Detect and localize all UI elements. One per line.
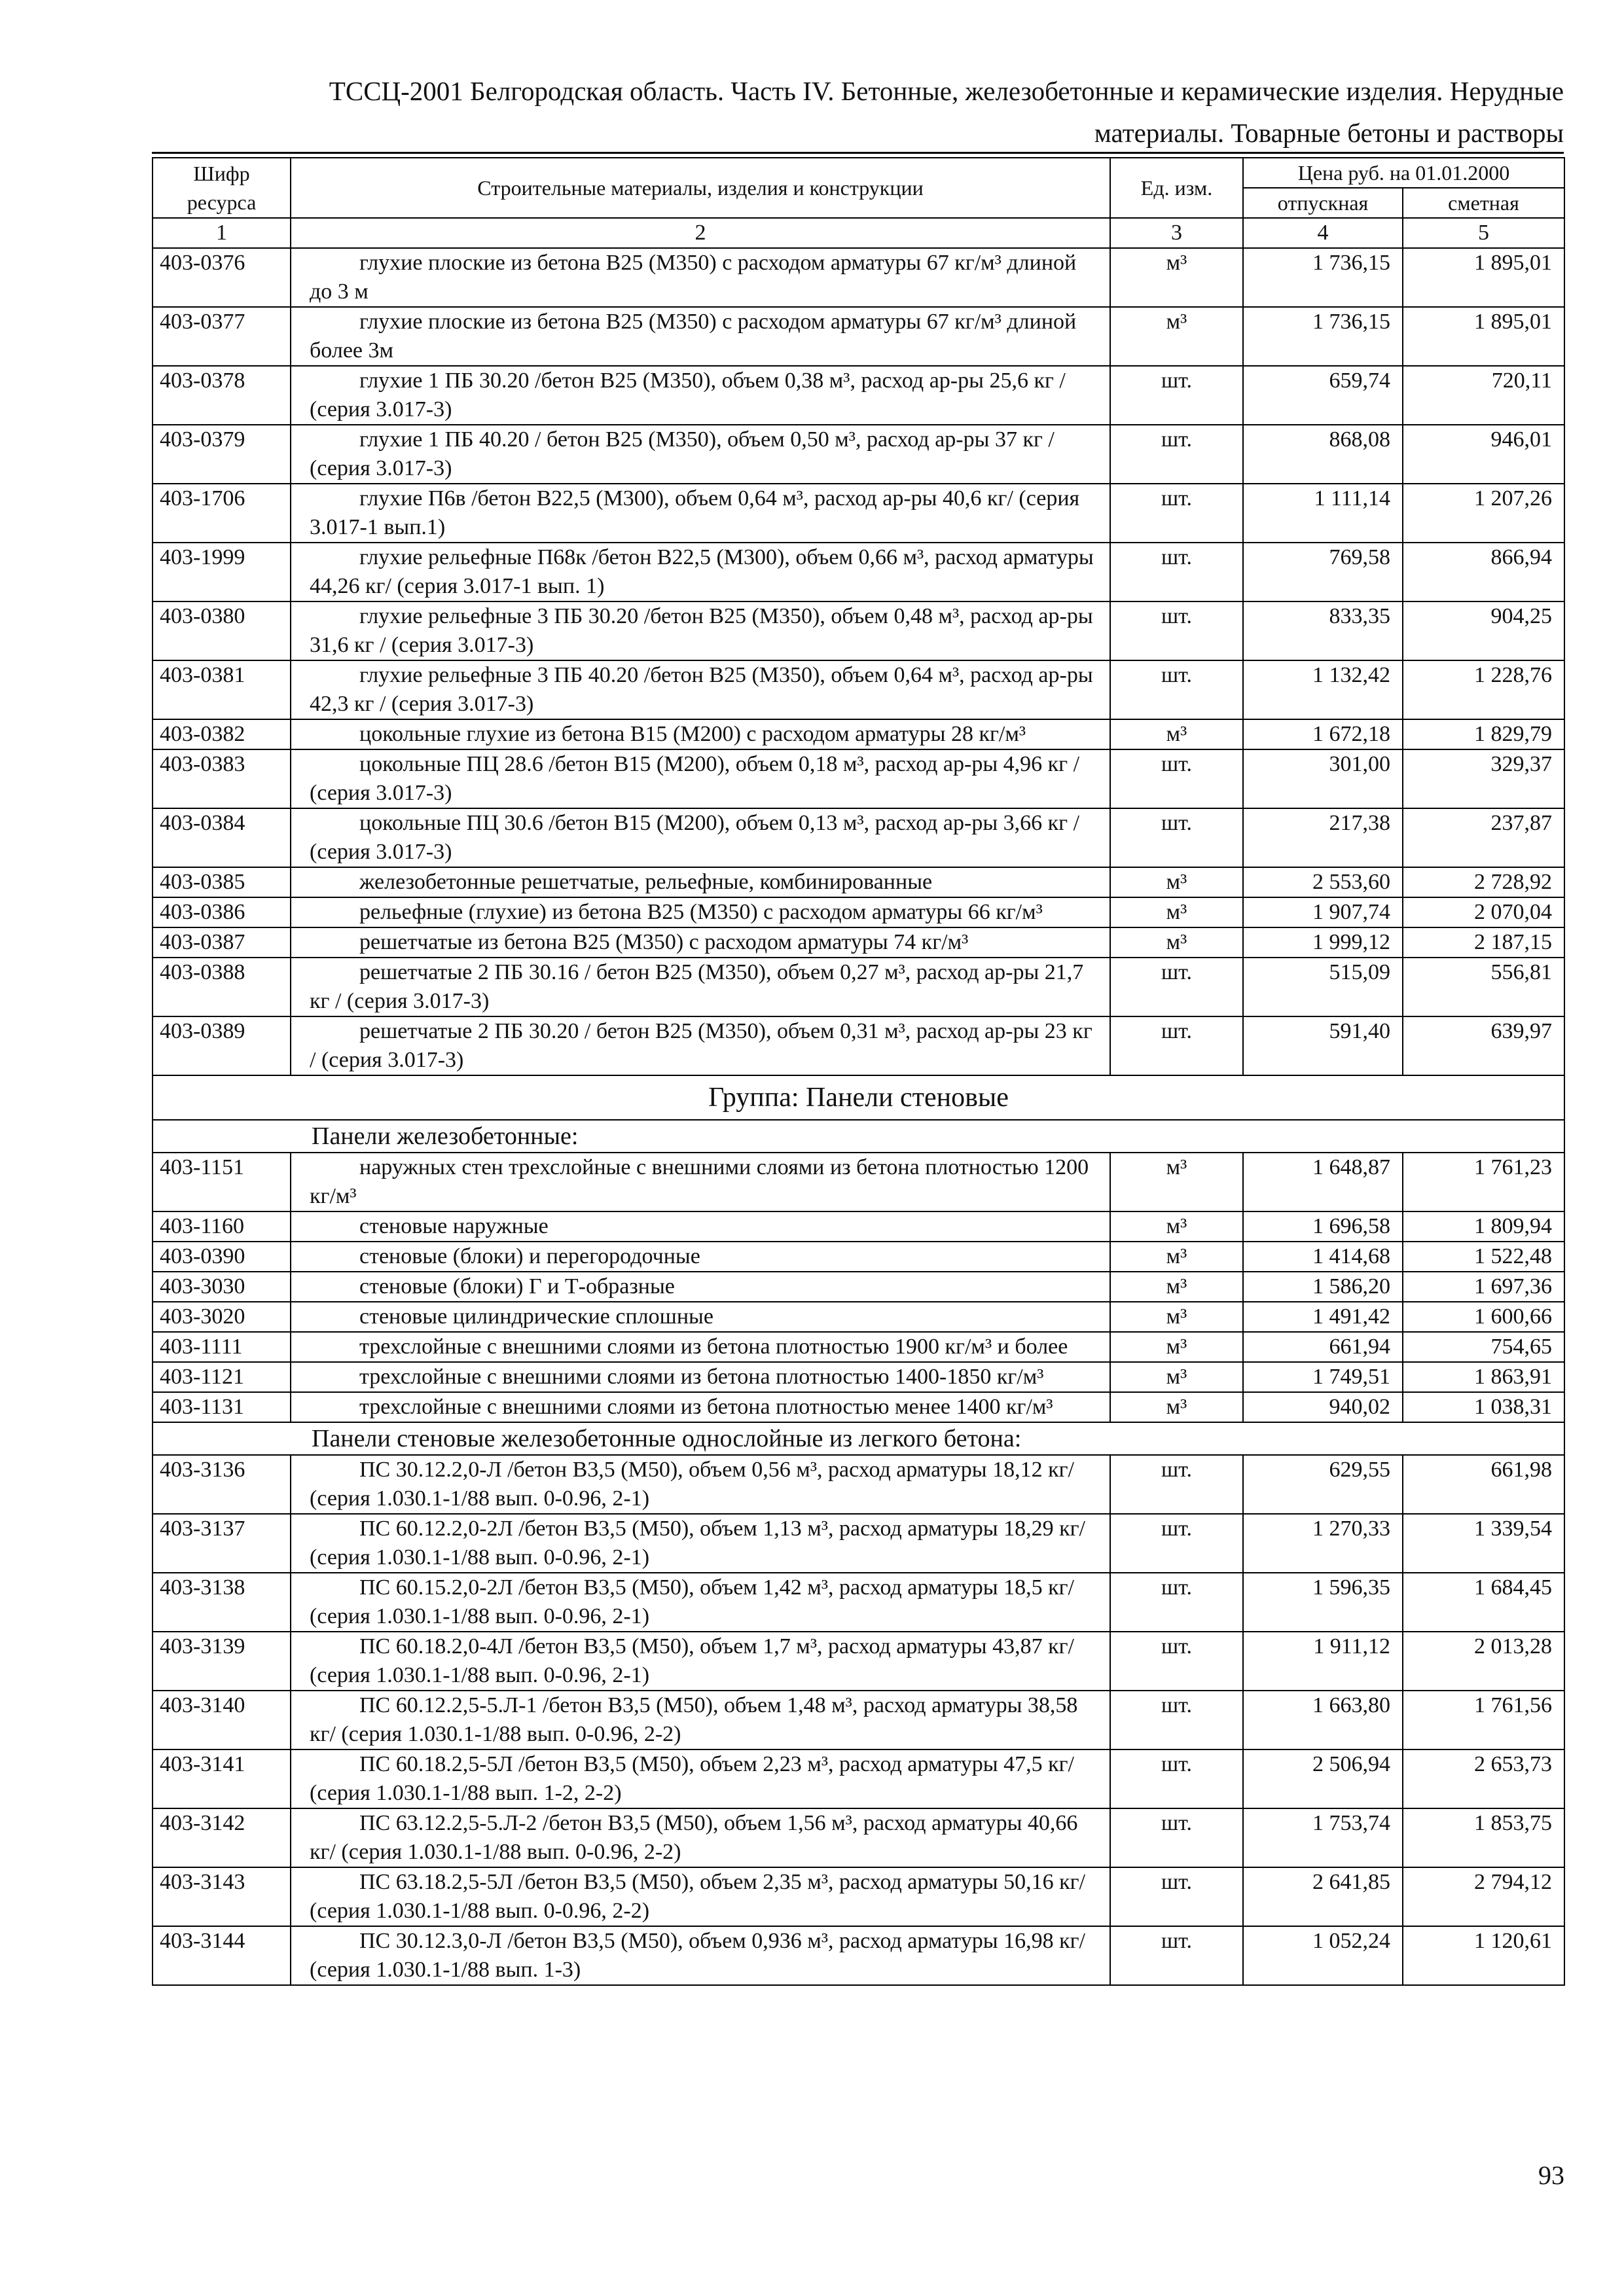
resource-code: 403-0383 <box>153 749 291 808</box>
estimate-price: 1 895,01 <box>1403 307 1564 366</box>
header-code: Шифр ресурса <box>153 158 291 218</box>
table-header <box>153 158 1564 248</box>
table-row <box>153 425 1564 484</box>
material-name: глухие П6в /бетон В22,5 (М300), объем 0,64 м³, расход ар-ры 40,6 кг/ (серия 3.017-1 вып.1) <box>291 484 1110 543</box>
unit-of-measure: шт. <box>1110 1016 1243 1075</box>
resource-code: 403-0390 <box>153 1242 291 1272</box>
table-row <box>153 1691 1564 1749</box>
resource-code: 403-0380 <box>153 601 291 660</box>
header-estimate-price: сметная <box>1403 188 1564 218</box>
header-price: Цена руб. на 01.01.2000 <box>1243 158 1564 188</box>
resource-code: 403-0376 <box>153 248 291 307</box>
resource-code: 403-0384 <box>153 808 291 867</box>
estimate-price: 1 697,36 <box>1403 1272 1564 1302</box>
material-name: решетчатые из бетона В25 (М350) с расходом арматуры 74 кг/м³ <box>291 927 1110 958</box>
release-price: 1 414,68 <box>1243 1242 1403 1272</box>
table-row <box>153 660 1564 719</box>
release-price: 1 586,20 <box>1243 1272 1403 1302</box>
page-number: 93 <box>1538 2161 1564 2190</box>
table-row <box>153 484 1564 543</box>
unit-of-measure: м³ <box>1110 1392 1243 1422</box>
unit-of-measure: шт. <box>1110 958 1243 1016</box>
estimate-price: 1 853,75 <box>1403 1808 1564 1867</box>
resource-code: 403-1151 <box>153 1153 291 1211</box>
unit-of-measure: м³ <box>1110 927 1243 958</box>
estimate-price: 2 187,15 <box>1403 927 1564 958</box>
estimate-price: 904,25 <box>1403 601 1564 660</box>
unit-of-measure: шт. <box>1110 1749 1243 1808</box>
release-price: 1 270,33 <box>1243 1514 1403 1573</box>
resource-code: 403-3138 <box>153 1573 291 1632</box>
unit-of-measure: м³ <box>1110 1332 1243 1362</box>
material-name: ПС 30.12.2,0-Л /бетон В3,5 (М50), объем 0,56 м³, расход арматуры 18,12 кг/ (серия 1.030.1-1/88 вып. 0-0.96, 2-1) <box>291 1455 1110 1514</box>
unit-of-measure: шт. <box>1110 1514 1243 1573</box>
column-number: 1 <box>153 218 291 248</box>
release-price: 1 907,74 <box>1243 897 1403 927</box>
release-price: 833,35 <box>1243 601 1403 660</box>
estimate-price: 1 038,31 <box>1403 1392 1564 1422</box>
table-row <box>153 601 1564 660</box>
table-row <box>153 1362 1564 1392</box>
release-price: 217,38 <box>1243 808 1403 867</box>
column-number: 4 <box>1243 218 1403 248</box>
header-release-price: отпускная <box>1243 188 1403 218</box>
table-row <box>153 719 1564 749</box>
material-name: трехслойные с внешними слоями из бетона плотностью 1400-1850 кг/м³ <box>291 1362 1110 1392</box>
material-name: глухие 1 ПБ 30.20 /бетон В25 (М350), объем 0,38 м³, расход ар-ры 25,6 кг / (серия 3.017-3) <box>291 366 1110 425</box>
material-name: глухие рельефные П68к /бетон В22,5 (М300), объем 0,66 м³, расход арматуры 44,26 кг/ (серия 3.017-1 вып. 1) <box>291 543 1110 601</box>
release-price: 301,00 <box>1243 749 1403 808</box>
resource-code: 403-3139 <box>153 1632 291 1691</box>
release-price: 1 736,15 <box>1243 248 1403 307</box>
subgroup-row <box>153 1422 1564 1455</box>
column-number: 3 <box>1110 218 1243 248</box>
resource-code: 403-3020 <box>153 1302 291 1332</box>
table-row <box>153 1302 1564 1332</box>
column-number-row <box>153 218 1564 248</box>
release-price: 1 648,87 <box>1243 1153 1403 1211</box>
material-name: решетчатые 2 ПБ 30.20 / бетон В25 (М350), объем 0,31 м³, расход ар-ры 23 кг / (серия 3.017-3) <box>291 1016 1110 1075</box>
release-price: 591,40 <box>1243 1016 1403 1075</box>
unit-of-measure: шт. <box>1110 749 1243 808</box>
unit-of-measure: шт. <box>1110 1926 1243 1985</box>
unit-of-measure: шт. <box>1110 484 1243 543</box>
material-name: ПС 30.12.3,0-Л /бетон В3,5 (М50), объем 0,936 м³, расход арматуры 16,98 кг/ (серия 1.030.1-1/88 вып. 1-3) <box>291 1926 1110 1985</box>
resource-code: 403-1160 <box>153 1211 291 1242</box>
material-name: стеновые (блоки) и перегородочные <box>291 1242 1110 1272</box>
column-number: 2 <box>291 218 1110 248</box>
resource-code: 403-1706 <box>153 484 291 543</box>
resource-code: 403-3143 <box>153 1867 291 1926</box>
release-price: 661,94 <box>1243 1332 1403 1362</box>
resource-code: 403-0378 <box>153 366 291 425</box>
estimate-price: 2 070,04 <box>1403 897 1564 927</box>
material-name: наружных стен трехслойные с внешними слоями из бетона плотностью 1200 кг/м³ <box>291 1153 1110 1211</box>
release-price: 1 911,12 <box>1243 1632 1403 1691</box>
resource-code: 403-0386 <box>153 897 291 927</box>
release-price: 515,09 <box>1243 958 1403 1016</box>
unit-of-measure: шт. <box>1110 366 1243 425</box>
group-row <box>153 1075 1564 1120</box>
release-price: 2 506,94 <box>1243 1749 1403 1808</box>
unit-of-measure: шт. <box>1110 1808 1243 1867</box>
material-name: стеновые цилиндрические сплошные <box>291 1302 1110 1332</box>
header-line-2: материалы. Товарные бетоны и растворы <box>1094 118 1564 148</box>
table-row <box>153 543 1564 601</box>
estimate-price: 1 522,48 <box>1403 1242 1564 1272</box>
resource-code: 403-0381 <box>153 660 291 719</box>
estimate-price: 946,01 <box>1403 425 1564 484</box>
material-name: цокольные ПЦ 28.6 /бетон В15 (М200), объем 0,18 м³, расход ар-ры 4,96 кг / (серия 3.017-3) <box>291 749 1110 808</box>
estimate-price: 1 895,01 <box>1403 248 1564 307</box>
table-row <box>153 1016 1564 1075</box>
material-name: глухие 1 ПБ 40.20 / бетон В25 (М350), объем 0,50 м³, расход ар-ры 37 кг / (серия 3.017-3) <box>291 425 1110 484</box>
release-price: 1 491,42 <box>1243 1302 1403 1332</box>
price-table <box>152 157 1565 1986</box>
material-name: цокольные глухие из бетона В15 (М200) с расходом арматуры 28 кг/м³ <box>291 719 1110 749</box>
resource-code: 403-1121 <box>153 1362 291 1392</box>
resource-code: 403-3136 <box>153 1455 291 1514</box>
unit-of-measure: м³ <box>1110 1153 1243 1211</box>
material-name: ПС 60.12.2,0-2Л /бетон В3,5 (М50), объем 1,13 м³, расход арматуры 18,29 кг/ (серия 1.030.1-1/88 вып. 0-0.96, 2-1) <box>291 1514 1110 1573</box>
resource-code: 403-3137 <box>153 1514 291 1573</box>
resource-code: 403-0389 <box>153 1016 291 1075</box>
unit-of-measure: м³ <box>1110 719 1243 749</box>
release-price: 1 749,51 <box>1243 1362 1403 1392</box>
release-price: 659,74 <box>1243 366 1403 425</box>
resource-code: 403-3144 <box>153 1926 291 1985</box>
material-name: трехслойные с внешними слоями из бетона плотностью менее 1400 кг/м³ <box>291 1392 1110 1422</box>
resource-code: 403-0387 <box>153 927 291 958</box>
estimate-price: 1 228,76 <box>1403 660 1564 719</box>
material-name: трехслойные с внешними слоями из бетона плотностью 1900 кг/м³ и более <box>291 1332 1110 1362</box>
page-header <box>152 71 1564 154</box>
table-row <box>153 958 1564 1016</box>
table-body-b <box>153 1153 1564 1422</box>
unit-of-measure: шт. <box>1110 1632 1243 1691</box>
estimate-price: 2 794,12 <box>1403 1867 1564 1926</box>
material-name: цокольные ПЦ 30.6 /бетон В15 (М200), объем 0,13 м³, расход ар-ры 3,66 кг / (серия 3.017-3) <box>291 808 1110 867</box>
table-row <box>153 749 1564 808</box>
unit-of-measure: м³ <box>1110 1242 1243 1272</box>
table-row <box>153 248 1564 307</box>
material-name: стеновые (блоки) Г и Т-образные <box>291 1272 1110 1302</box>
estimate-price: 720,11 <box>1403 366 1564 425</box>
table-row <box>153 307 1564 366</box>
table-body-c <box>153 1455 1564 1985</box>
release-price: 1 052,24 <box>1243 1926 1403 1985</box>
unit-of-measure: шт. <box>1110 1691 1243 1749</box>
table-row <box>153 1573 1564 1632</box>
resource-code: 403-1111 <box>153 1332 291 1362</box>
release-price: 1 999,12 <box>1243 927 1403 958</box>
estimate-price: 1 120,61 <box>1403 1926 1564 1985</box>
table-row <box>153 897 1564 927</box>
table-row <box>153 1272 1564 1302</box>
table-row <box>153 1808 1564 1867</box>
subgroup-row <box>153 1120 1564 1153</box>
material-name: ПС 60.12.2,5-5.Л-1 /бетон В3,5 (М50), объем 1,48 м³, расход арматуры 38,58 кг/ (серия 1.030.1-1/88 вып. 0-0.96, 2-2) <box>291 1691 1110 1749</box>
header-unit: Ед. изм. <box>1110 158 1243 218</box>
resource-code: 403-3141 <box>153 1749 291 1808</box>
estimate-price: 1 761,56 <box>1403 1691 1564 1749</box>
subgroup-section <box>153 1422 1564 1455</box>
table-row <box>153 1926 1564 1985</box>
release-price: 1 132,42 <box>1243 660 1403 719</box>
release-price: 1 672,18 <box>1243 719 1403 749</box>
estimate-price: 1 684,45 <box>1403 1573 1564 1632</box>
estimate-price: 2 728,92 <box>1403 867 1564 897</box>
estimate-price: 556,81 <box>1403 958 1564 1016</box>
resource-code: 403-0385 <box>153 867 291 897</box>
subgroup-title-1: Панели железобетонные: <box>312 1122 579 1150</box>
resource-code: 403-3140 <box>153 1691 291 1749</box>
material-name: ПС 63.12.2,5-5.Л-2 /бетон В3,5 (М50), объем 1,56 м³, расход арматуры 40,66 кг/ (серия 1.030.1-1/88 вып. 0-0.96, 2-2) <box>291 1808 1110 1867</box>
table-row <box>153 1632 1564 1691</box>
unit-of-measure: шт. <box>1110 1455 1243 1514</box>
estimate-price: 866,94 <box>1403 543 1564 601</box>
material-name: железобетонные решетчатые, рельефные, комбинированные <box>291 867 1110 897</box>
release-price: 1 596,35 <box>1243 1573 1403 1632</box>
subgroup-title-2: Панели стеновые железобетонные однослойные из легкого бетона: <box>312 1425 1022 1452</box>
estimate-price: 1 761,23 <box>1403 1153 1564 1211</box>
table-row <box>153 1455 1564 1514</box>
estimate-price: 2 013,28 <box>1403 1632 1564 1691</box>
unit-of-measure: шт. <box>1110 808 1243 867</box>
release-price: 940,02 <box>1243 1392 1403 1422</box>
estimate-price: 1 600,66 <box>1403 1302 1564 1332</box>
release-price: 1 736,15 <box>1243 307 1403 366</box>
unit-of-measure: шт. <box>1110 660 1243 719</box>
material-name: ПС 60.18.2,0-4Л /бетон В3,5 (М50), объем 1,7 м³, расход арматуры 43,87 кг/ (серия 1.030.1-1/88 вып. 0-0.96, 2-1) <box>291 1632 1110 1691</box>
resource-code: 403-3030 <box>153 1272 291 1302</box>
estimate-price: 1 809,94 <box>1403 1211 1564 1242</box>
group-section <box>153 1075 1564 1153</box>
resource-code: 403-3142 <box>153 1808 291 1867</box>
release-price: 1 696,58 <box>1243 1211 1403 1242</box>
estimate-price: 1 207,26 <box>1403 484 1564 543</box>
table-row <box>153 867 1564 897</box>
table-row <box>153 1153 1564 1211</box>
resource-code: 403-0382 <box>153 719 291 749</box>
estimate-price: 1 829,79 <box>1403 719 1564 749</box>
material-name: рельефные (глухие) из бетона В25 (М350) с расходом арматуры 66 кг/м³ <box>291 897 1110 927</box>
material-name: глухие плоские из бетона В25 (М350) с расходом арматуры 67 кг/м³ длиной более 3м <box>291 307 1110 366</box>
material-name: глухие плоские из бетона В25 (М350) с расходом арматуры 67 кг/м³ длиной до 3 м <box>291 248 1110 307</box>
estimate-price: 639,97 <box>1403 1016 1564 1075</box>
resource-code: 403-0379 <box>153 425 291 484</box>
unit-of-measure: шт. <box>1110 543 1243 601</box>
table-row <box>153 366 1564 425</box>
header-line-1: ТССЦ-2001 Белгородская область. Часть IV. Бетонные, железобетонные и керамические изделия. Нерудные <box>329 76 1564 106</box>
material-name: глухие рельефные 3 ПБ 40.20 /бетон В25 (М350), объем 0,64 м³, расход ар-ры 42,3 кг / (серия 3.017-3) <box>291 660 1110 719</box>
unit-of-measure: шт. <box>1110 601 1243 660</box>
unit-of-measure: м³ <box>1110 307 1243 366</box>
table-body-a <box>153 248 1564 1075</box>
material-name: стеновые наружные <box>291 1211 1110 1242</box>
material-name: решетчатые 2 ПБ 30.16 / бетон В25 (М350), объем 0,27 м³, расход ар-ры 21,7 кг / (серия 3.017-3) <box>291 958 1110 1016</box>
estimate-price: 754,65 <box>1403 1332 1564 1362</box>
resource-code: 403-1131 <box>153 1392 291 1422</box>
table-row <box>153 927 1564 958</box>
release-price: 1 111,14 <box>1243 484 1403 543</box>
material-name: глухие рельефные 3 ПБ 30.20 /бетон В25 (М350), объем 0,48 м³, расход ар-ры 31,6 кг / (серия 3.017-3) <box>291 601 1110 660</box>
release-price: 769,58 <box>1243 543 1403 601</box>
release-price: 868,08 <box>1243 425 1403 484</box>
estimate-price: 329,37 <box>1403 749 1564 808</box>
unit-of-measure: м³ <box>1110 897 1243 927</box>
table-row <box>153 808 1564 867</box>
release-price: 1 753,74 <box>1243 1808 1403 1867</box>
table-row <box>153 1332 1564 1362</box>
unit-of-measure: м³ <box>1110 867 1243 897</box>
estimate-price: 1 339,54 <box>1403 1514 1564 1573</box>
release-price: 1 663,80 <box>1243 1691 1403 1749</box>
material-name: ПС 63.18.2,5-5Л /бетон В3,5 (М50), объем 2,35 м³, расход арматуры 50,16 кг/ (серия 1.030.1-1/88 вып. 0-0.96, 2-2) <box>291 1867 1110 1926</box>
estimate-price: 661,98 <box>1403 1455 1564 1514</box>
estimate-price: 2 653,73 <box>1403 1749 1564 1808</box>
release-price: 2 553,60 <box>1243 867 1403 897</box>
unit-of-measure: м³ <box>1110 248 1243 307</box>
material-name: ПС 60.15.2,0-2Л /бетон В3,5 (М50), объем 1,42 м³, расход арматуры 18,5 кг/ (серия 1.030.1-1/88 вып. 0-0.96, 2-1) <box>291 1573 1110 1632</box>
column-number: 5 <box>1403 218 1564 248</box>
unit-of-measure: шт. <box>1110 425 1243 484</box>
table-row <box>153 1392 1564 1422</box>
group-title: Группа: Панели стеновые <box>153 1075 1564 1120</box>
resource-code: 403-1999 <box>153 543 291 601</box>
unit-of-measure: шт. <box>1110 1573 1243 1632</box>
release-price: 2 641,85 <box>1243 1867 1403 1926</box>
table-row <box>153 1867 1564 1926</box>
resource-code: 403-0377 <box>153 307 291 366</box>
header-name: Строительные материалы, изделия и конструкции <box>291 158 1110 218</box>
material-name: ПС 60.18.2,5-5Л /бетон В3,5 (М50), объем 2,23 м³, расход арматуры 47,5 кг/ (серия 1.030.1-1/88 вып. 1-2, 2-2) <box>291 1749 1110 1808</box>
table-row <box>153 1514 1564 1573</box>
estimate-price: 237,87 <box>1403 808 1564 867</box>
unit-of-measure: м³ <box>1110 1302 1243 1332</box>
unit-of-measure: шт. <box>1110 1867 1243 1926</box>
unit-of-measure: м³ <box>1110 1211 1243 1242</box>
table-row <box>153 1749 1564 1808</box>
estimate-price: 1 863,91 <box>1403 1362 1564 1392</box>
unit-of-measure: м³ <box>1110 1272 1243 1302</box>
table-row <box>153 1211 1564 1242</box>
resource-code: 403-0388 <box>153 958 291 1016</box>
table-row <box>153 1242 1564 1272</box>
release-price: 629,55 <box>1243 1455 1403 1514</box>
unit-of-measure: м³ <box>1110 1362 1243 1392</box>
